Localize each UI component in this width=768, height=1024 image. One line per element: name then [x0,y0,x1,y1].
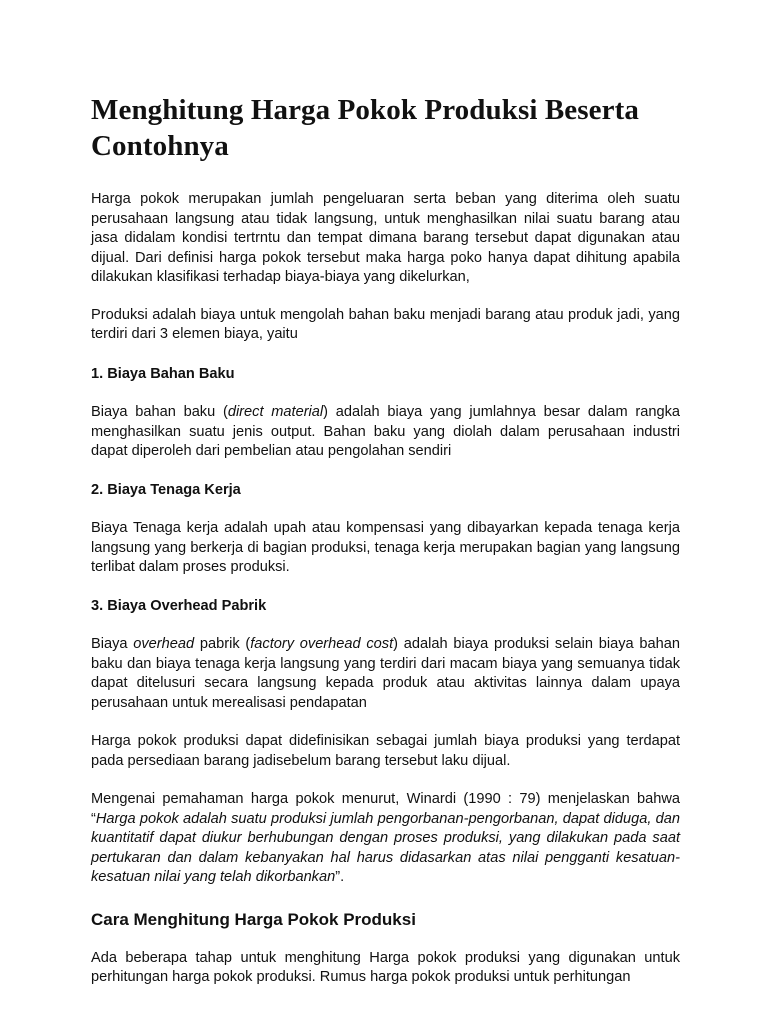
winardi-open-quote: “ [91,810,96,827]
winardi-quote: Harga pokok adalah suatu produksi jumlah pengorbanan-pengorbanan, dapat diduga, dan kuantitatif dapat diukur berhubungan dengan proses produksi, yang dilakukan pada saat pertukaran dan dalam kebanyakan hal harus didasarkan atas nilai pengganti kesatuan-kesatuan nilai yang telah dikorbankan [91,810,680,885]
bahan-baku-term: direct material [227,404,324,420]
overhead-term1: overhead [133,636,195,652]
bahan-baku-text-b: ) adalah biaya yang jumlahnya besar dalam rangka menghasilkan suatu jenis output. Bahan baku yang diolah dalam perusahaan industri dapat diperoleh dari pembelian atau pengolahan sendiri [91,404,680,459]
winardi-lead: Mengenai pemahaman harga pokok menurut, Winardi (1990 : 79) menjelaskan bahwa [91,791,680,807]
section-heading: Cara Menghitung Harga Pokok Produksi [91,909,416,929]
winardi-paragraph [91,790,680,888]
overhead-paragraph [91,635,680,713]
overhead-term2: factory overhead cost [250,636,394,652]
heading-bahan-baku: 1. Biaya Bahan Baku [91,365,235,382]
overhead-text-a: Biaya [91,636,134,652]
tenaga-kerja-paragraph: Biaya Tenaga kerja adalah upah atau kompensasi yang dibayarkan kepada tenaga kerja langsung yang berkerja di bagian produksi, tenaga kerja merupakan bagian yang langsung terlibat dalam proses produksi. [91,520,680,575]
bahan-baku-paragraph [91,403,680,462]
bahan-baku-text-a: Biaya bahan baku ( [91,404,228,420]
definisi-paragraph: Harga pokok produksi dapat didefinisikan sebagai jumlah biaya produksi yang terdapat pada persediaan barang jadisebelum barang tersebut laku dijual. [91,733,680,769]
overhead-text-b: pabrik ( [194,636,251,652]
intro-paragraph: Harga pokok merupakan jumlah pengeluaran serta beban yang diterima oleh suatu perusahaan langsung atau tidak langsung, untuk menghasilkan nilai suatu barang atau jasa didalam kondisi tertrntu dan tempat dimana barang tersebut dapat digunakan atau dijual. Dari definisi harga pokok tersebut maka harga poko hanya dapat dihitung apabila dilakukan klasifikasi terhadap biaya-biaya yang dikelurkan, [91,191,680,285]
winardi-close-quote: ”. [335,869,345,885]
overhead-text-c: ) adalah biaya produksi selain biaya bahan baku dan biaya tenaga kerja langsung yang terdiri dari macam biaya yang semuanya tidak dapat ditelusuri secara langsung kepada produk atau aktivitas lainnya dalam upaya perusahaan untuk merealisasi pendapatan [91,636,680,711]
document-page [91,92,680,1007]
cara-paragraph: Ada beberapa tahap untuk menghitung Harga pokok produksi yang digunakan untuk perhitungan harga pokok produksi. Rumus harga pokok produksi untuk perhitungan [91,949,680,985]
heading-overhead: 3. Biaya Overhead Pabrik [91,597,267,614]
produksi-paragraph: Produksi adalah biaya untuk mengolah bahan baku menjadi barang atau produk jadi, yang terdiri dari 3 elemen biaya, yaitu [91,306,680,342]
page-title: Menghitung Harga Pokok Produksi Beserta Contohnya [91,94,639,162]
heading-tenaga-kerja: 2. Biaya Tenaga Kerja [91,481,241,498]
